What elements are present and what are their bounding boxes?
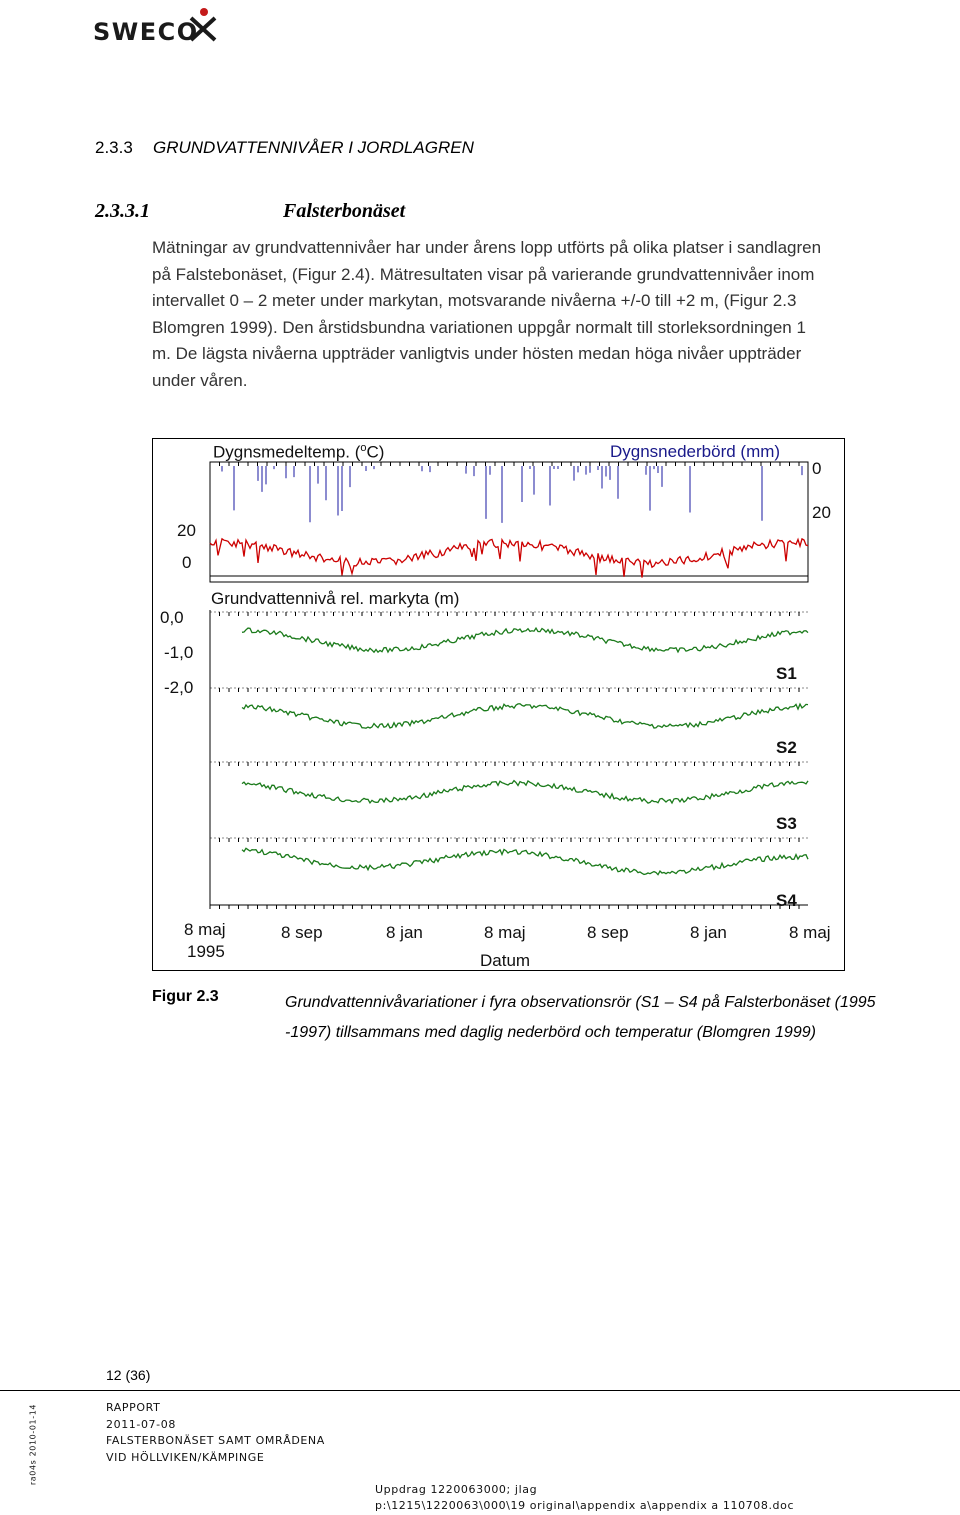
assignment-line: Uppdrag 1220063000; jlag xyxy=(375,1483,538,1496)
footer-line: FALSTERBONÄSET SAMT OMRÅDENA xyxy=(106,1434,325,1447)
gw-tick: -1,0 xyxy=(164,643,194,662)
gw-tick: -2,0 xyxy=(164,678,194,697)
subsection-title: Falsterbonäset xyxy=(283,200,406,222)
series-label-s3: S3 xyxy=(776,814,797,833)
paragraph-line: m. De lägsta nivåerna uppträder vanligtvis under hösten medan höga nivåer uppträder xyxy=(152,344,802,363)
paragraph-line: Mätningar av grundvattennivåer har under årens lopp utförts på olika platser i sandlagren xyxy=(152,238,822,257)
figure-caption-label: Figur 2.3 xyxy=(152,988,219,1005)
groundwater-line-s4 xyxy=(242,848,808,874)
temp-tick-20: 20 xyxy=(177,521,196,540)
x-tick: 8 jan xyxy=(690,923,727,942)
paragraph-line: intervallet 0 – 2 meter under markytan, motsvarande nivåerna +/-0 till +2 m, (Figur 2.3 xyxy=(152,291,797,310)
x-tick-first-year: 1995 xyxy=(187,942,225,961)
x-tick: 8 sep xyxy=(281,923,323,942)
footer-line: RAPPORT xyxy=(106,1401,161,1414)
page-number: 12 (36) xyxy=(106,1367,151,1383)
footer-line: VID HÖLLVIKEN/KÄMPINGE xyxy=(106,1450,265,1464)
series-label-s4: S4 xyxy=(776,891,797,910)
weather-panel-frame xyxy=(210,462,808,582)
paragraph-line: Blomgren 1999). Den årstidsbundna variationen uppgår normalt till storleksordningen 1 xyxy=(152,317,806,337)
subsection-number: 2.3.3.1 xyxy=(95,200,150,222)
section-title: GRUNDVATTENNIVÅER I JORDLAGREN xyxy=(153,138,474,157)
footer-divider xyxy=(0,1390,960,1391)
precipitation-label: Dygnsnederbörd (mm) xyxy=(610,442,781,461)
logo-wordmark: SWECO xyxy=(93,18,199,46)
series-label-s1: S1 xyxy=(776,664,797,683)
caption-line: -1997) tillsammans med daglig nederbörd och temperatur (Blomgren 1999) xyxy=(285,1024,816,1041)
precip-tick-20: 20 xyxy=(812,503,831,522)
groundwater-line-s2 xyxy=(242,704,808,728)
temperature-label: Dygnsmedeltemp. ($^o$C) xyxy=(213,442,385,462)
file-path-line: p:\1215\1220063\000\19 original\appendix a\appendix a 110708.doc xyxy=(375,1499,795,1512)
temperature-line xyxy=(210,539,808,578)
x-tick: 8 sep xyxy=(587,923,629,942)
section-number: 2.3.3 xyxy=(95,138,133,157)
x-tick: 8 maj xyxy=(484,923,526,942)
footer-line: 2011-07-08 xyxy=(106,1417,176,1431)
footer-block xyxy=(106,1400,325,1466)
paragraph-line: under våren. xyxy=(152,370,248,390)
figure-caption-text xyxy=(285,988,960,1048)
x-tick: 8 maj xyxy=(789,923,831,942)
x-tick: 8 jan xyxy=(386,923,423,942)
groundwater-line-s1 xyxy=(242,628,808,652)
caption-line: Grundvattennivåvariationer i fyra observationsrör (S1 – S4 på Falsterbonäset (1995 xyxy=(285,994,876,1011)
gw-tick: 0,0 xyxy=(160,608,184,627)
groundwater-label: Grundvattennivå rel. markyta (m) xyxy=(211,589,460,608)
temp-tick-0: 0 xyxy=(182,553,192,572)
side-code: ra04s 2010-01-14 xyxy=(28,1403,38,1486)
x-tick-first: 8 maj xyxy=(184,920,226,939)
series-label-s2: S2 xyxy=(776,738,797,757)
precip-tick-0: 0 xyxy=(812,459,822,478)
paragraph-line: på Falstebonäset, (Figur 2.4). Mätresultaten visar på varierande grundvattennivåer inom xyxy=(152,264,815,284)
x-axis-title: Datum xyxy=(480,951,531,970)
groundwater-line-s3 xyxy=(242,781,808,804)
